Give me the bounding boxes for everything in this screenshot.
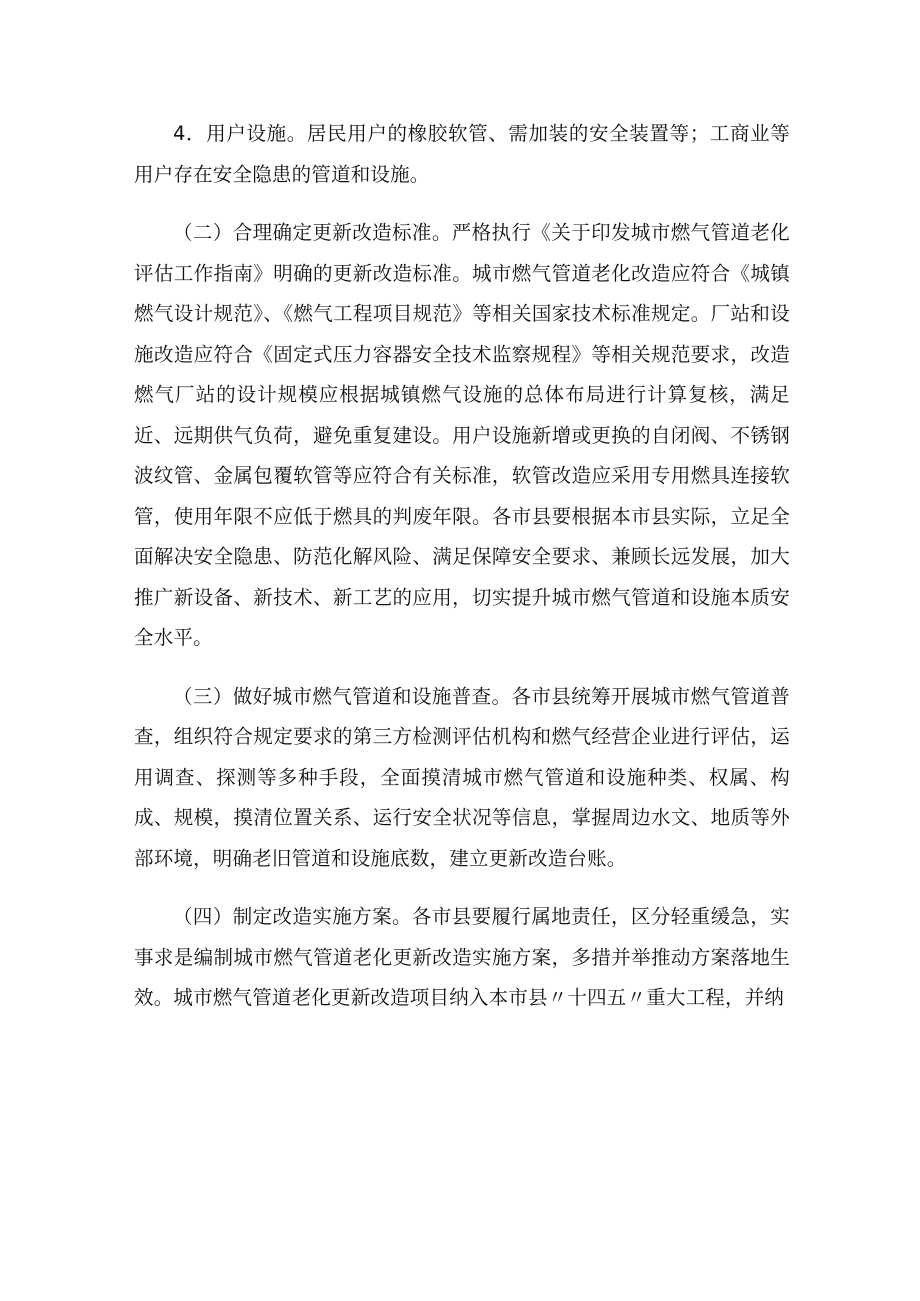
document-body — [134, 114, 790, 1037]
paragraph-implementation-plan: （四）制定改造实施方案。各市县要履行属地责任，区分轻重缓急，实事求是编制城市燃气管道老化更新改造实施方案，多措并举推动方案落地生效。城市燃气管道老化更新改造项目纳入本市县〃十四五〃重大工程，并纳 — [134, 905, 790, 1009]
paragraph-pipeline-survey: （三）做好城市燃气管道和设施普查。各市县统筹开展城市燃气管道普查，组织符合规定要求的第三方检测评估机构和燃气经营企业进行评估，运用调查、探测等多种手段，全面摸清城市燃气管道和设施种类、权属、构成、规模，摸清位置关系、运行安全状况等信息，掌握周边水文、地质等外部环境，明确老旧管道和设施底数，建立更新改造台账。 — [134, 684, 790, 870]
paragraph-renovation-standards: （二）合理确定更新改造标准。严格执行《关于印发城市燃气管道老化评估工作指南》明确的更新改造标准。城市燃气管道老化改造应符合《城镇燃气设计规范》、《燃气工程项目规范》等相关国家技术标准规定。厂站和设施改造应符合《固定式压力容器安全技术监察规程》等相关规范要求，改造燃气厂站的设计规模应根据城镇燃气设施的总体布局进行计算复核，满足近、远期供气负荷，避免重复建设。用户设施新增或更换的自闭阀、不锈钢波纹管、金属包覆软管等应符合有关标准，软管改造应采用专用燃具连接软管，使用年限不应低于燃具的判废年限。各市县要根据本市县实际，立足全面解决安全隐患、防范化解风险、满足保障安全要求、兼顾长远发展，加大推广新设备、新技术、新工艺的应用，切实提升城市燃气管道和设施本质安全水平。 — [134, 221, 790, 649]
paragraph-user-facilities: 4．用户设施。居民用户的橡胶软管、需加装的安全装置等；工商业等用户存在安全隐患的管道和设施。 — [134, 122, 790, 186]
